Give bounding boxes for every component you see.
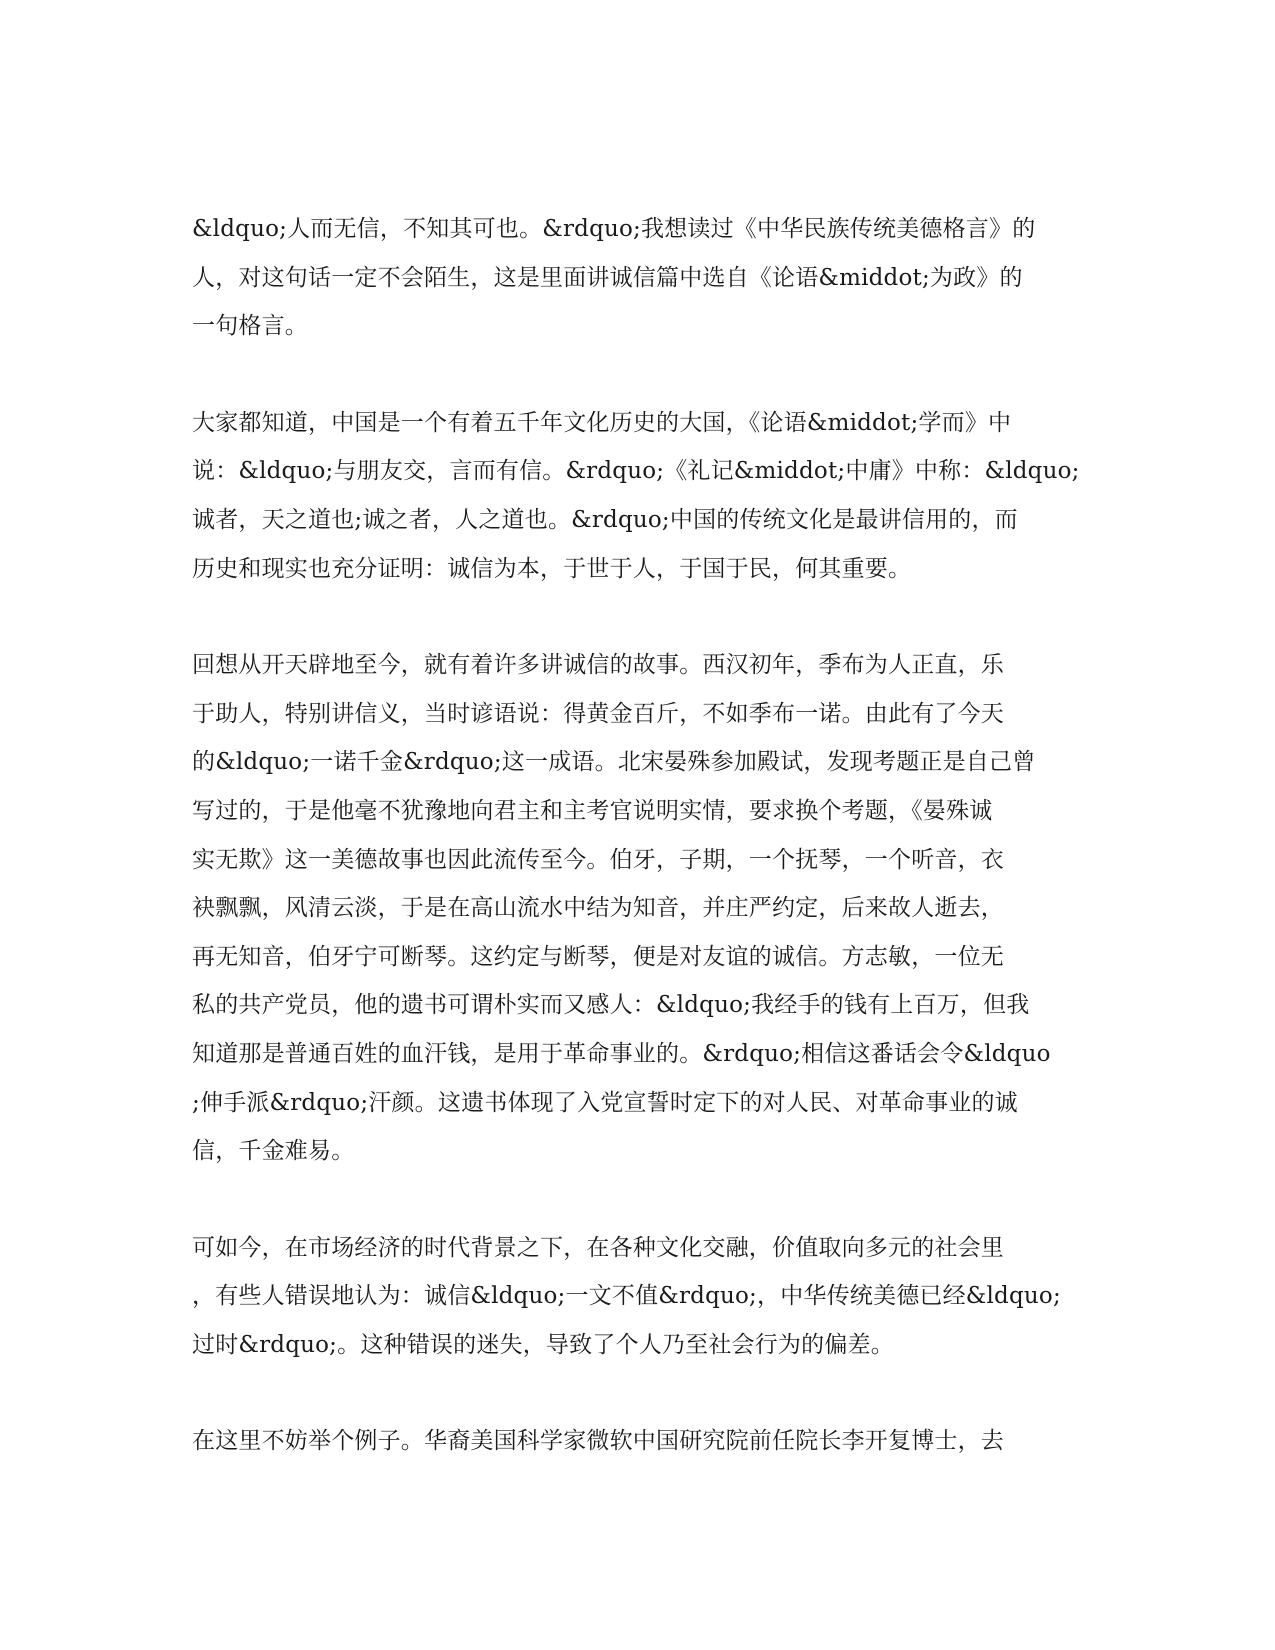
text-line: 实无欺》这一美德故事也因此流传至今。伯牙，子期，一个抚琴，一个听音，衣 [192,846,1004,873]
text-line: 写过的，于是他毫不犹豫地向君主和主考官说明实情，要求换个考题，《晏殊诚 [192,797,993,824]
paragraph-5 [192,1417,1082,1466]
text-line: 大家都知道，中国是一个有着五千年文化历史的大国，《论语&middot;学而》中 [192,409,1012,436]
document-body [192,205,1082,1514]
paragraph-4 [192,1224,1082,1370]
text-line: 再无知音，伯牙宁可断琴。这约定与断琴，便是对友谊的诚信。方志敏，一位无 [192,943,1004,970]
text-line: 私的共产党员，他的遗书可谓朴实而又感人：&ldquo;我经手的钱有上百万，但我 [192,992,1030,1019]
text-line: 说：&ldquo;与朋友交，言而有信。&rdquo;《礼记&middot;中庸》中称：&ldquo; [192,458,1080,485]
text-line: 可如今，在市场经济的时代背景之下，在各种文化交融，价值取向多元的社会里 [192,1234,1004,1261]
paragraph-3 [192,641,1082,1176]
paragraph-2 [192,399,1082,593]
text-line: &ldquo;人而无信，不知其可也。&rdquo;我想读过《中华民族传统美德格言》的 [192,216,1036,242]
text-line: 诚者，天之道也;诚之者，人之道也。&rdquo;中国的传统文化是最讲信用的，而 [192,506,1018,533]
text-line: 历史和现实也充分证明：诚信为本，于世于人，于国于民，何其重要。 [192,555,912,582]
text-line: 于助人，特别讲信义，当时谚语说：得黄金百斤，不如季布一诺。由此有了今天 [192,700,1004,727]
text-line: 知道那是普通百姓的血汗钱，是用于革命事业的。&rdquo;相信这番话会令&ldquo [192,1040,1051,1067]
text-line: 信，千金难易。 [192,1138,355,1165]
text-line: 袂飘飘，风清云淡，于是在高山流水中结为知音，并庄严约定，后来故人逝去， [192,895,1004,922]
text-line: 回想从开天辟地至今，就有着许多讲诚信的故事。西汉初年，季布为人正直，乐 [192,652,1004,679]
paragraph-1 [192,205,1082,351]
text-line: 在这里不妨举个例子。华裔美国科学家微软中国研究院前任院长李开复博士，去 [192,1428,1004,1455]
text-line: 人，对这句话一定不会陌生，这是里面讲诚信篇中选自《论语&middot;为政》的 [192,264,1023,291]
text-line: ;伸手派&rdquo;汗颜。这遗书体现了入党宣誓时定下的对人民、对革命事业的诚 [192,1089,1018,1116]
text-line: 一句格言。 [192,313,308,340]
text-line: ，有些人错误地认为：诚信&ldquo;一文不值&rdquo;，中华传统美德已经&ldquo; [192,1283,1061,1310]
text-line: 的&ldquo;一诺千金&rdquo;这一成语。北宋晏殊参加殿试，发现考题正是自己曾 [192,749,1036,776]
text-line: 过时&rdquo;。这种错误的迷失，导致了个人乃至社会行为的偏差。 [192,1331,894,1358]
